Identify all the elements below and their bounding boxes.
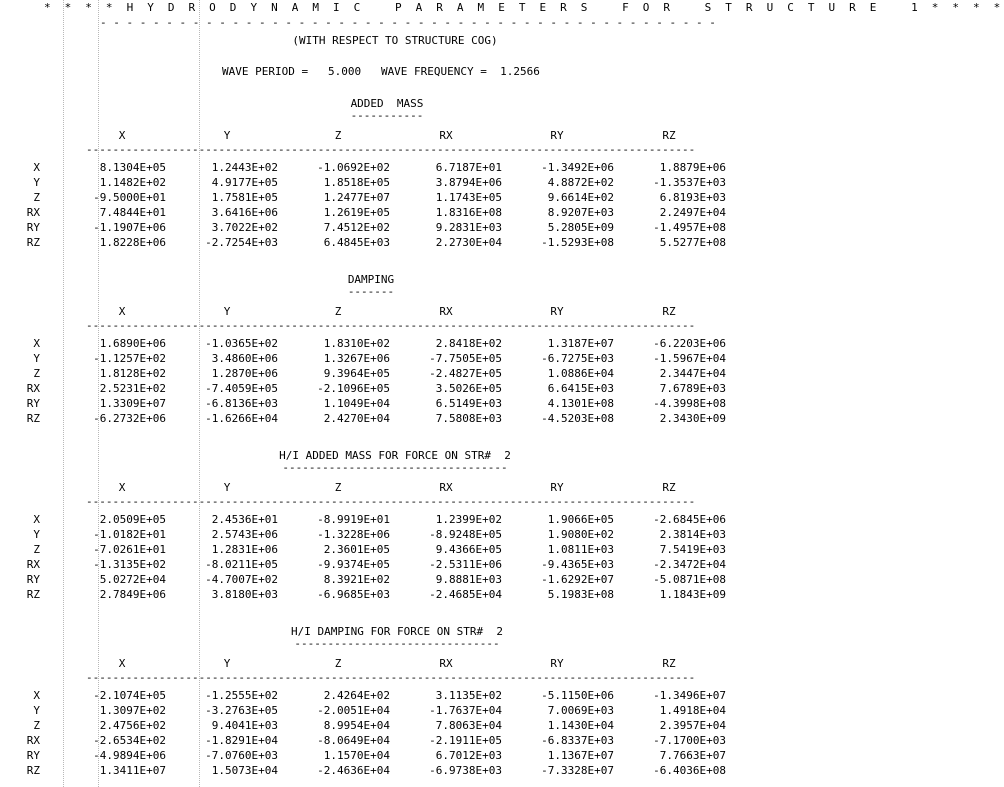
matrix-cell: 4.8872E+02 (547, 175, 614, 189)
matrix-cell: 6.4845E+03 (323, 235, 390, 249)
matrix-cell: 1.3309E+07 (99, 396, 166, 410)
matrix-cell: 5.5277E+08 (659, 235, 726, 249)
matrix-cell: -1.4957E+08 (653, 220, 726, 234)
matrix-cell: -1.3496E+07 (653, 689, 726, 702)
matrix-cell: 1.1430E+04 (547, 718, 614, 732)
matrix-cell: 2.2730E+04 (435, 235, 502, 249)
matrix-cell: 1.1570E+04 (323, 748, 390, 762)
matrix-cell: -1.0182E+01 (93, 527, 166, 541)
section-title-underline: ------------------------------- (294, 637, 500, 650)
matrix-cell: -4.5203E+08 (541, 411, 614, 425)
matrix-cell: 1.3187E+07 (547, 337, 614, 350)
matrix-cell: -1.1907E+06 (93, 220, 166, 234)
row-label: Z (33, 366, 40, 380)
matrix-cell: -1.3228E+06 (317, 527, 390, 541)
matrix-cell: 1.0886E+04 (547, 366, 614, 380)
matrix-cell: 1.2399E+02 (435, 513, 502, 526)
column-header: Z (334, 481, 342, 494)
matrix-cell: 1.0811E+03 (547, 542, 614, 556)
matrix-cell: 1.5073E+04 (211, 763, 278, 777)
matrix-cell: 1.3411E+07 (99, 763, 166, 777)
matrix-cell: 7.0069E+03 (547, 703, 614, 717)
matrix-cell: 2.4270E+04 (323, 411, 390, 425)
matrix-cell: 3.8180E+03 (211, 587, 278, 601)
row-label: X (33, 337, 40, 350)
header-rule: -------------------------------------------------------------------------------------------- (86, 495, 696, 508)
column-header: RX (439, 481, 453, 494)
column-header: RY (550, 305, 564, 318)
header-rule: -------------------------------------------------------------------------------------------- (86, 671, 696, 684)
matrix-cell: 2.8418E+02 (435, 337, 502, 350)
matrix-cell: 1.6890E+06 (99, 337, 166, 350)
matrix-cell: -2.1074E+05 (93, 689, 166, 702)
matrix-cell: 1.8128E+02 (99, 366, 166, 380)
matrix-cell: -7.0261E+01 (93, 542, 166, 556)
matrix-cell: -9.9374E+05 (317, 557, 390, 571)
matrix-cell: 8.1304E+05 (99, 161, 166, 174)
column-header: Y (223, 481, 231, 494)
matrix-cell: 7.7663E+07 (659, 748, 726, 762)
matrix-cell: 2.0509E+05 (99, 513, 166, 526)
column-header: X (118, 481, 126, 494)
matrix-cell: 7.5808E+03 (435, 411, 502, 425)
row-label: RX (26, 381, 40, 395)
row-label: RX (26, 557, 40, 571)
row-label: RX (26, 205, 40, 219)
matrix-cell: 3.7022E+02 (211, 220, 278, 234)
header-rule: -------------------------------------------------------------------------------------------- (86, 143, 696, 156)
matrix-cell: 9.6614E+02 (547, 190, 614, 204)
row-label: RY (26, 396, 40, 410)
matrix-cell: -8.9248E+05 (429, 527, 502, 541)
column-header: Z (334, 129, 342, 142)
matrix-cell: 2.3430E+09 (659, 411, 726, 425)
row-label: Y (33, 527, 40, 541)
matrix-cell: -5.1150E+06 (541, 689, 614, 702)
row-label: Y (33, 703, 40, 717)
row-label: Z (33, 190, 40, 204)
matrix-cell: 9.8881E+03 (435, 572, 502, 586)
section-title-underline: ------- (347, 285, 395, 298)
column-header: RX (439, 657, 453, 670)
matrix-cell: -6.8337E+03 (541, 733, 614, 747)
matrix-cell: -1.5967E+04 (653, 351, 726, 365)
matrix-cell: 3.4860E+06 (211, 351, 278, 365)
column-header: Z (334, 305, 342, 318)
matrix-cell: -1.1257E+02 (93, 351, 166, 365)
matrix-cell: 2.4264E+02 (323, 689, 390, 702)
column-header: RY (550, 481, 564, 494)
row-label: RZ (26, 587, 40, 601)
matrix-cell: -6.9685E+03 (317, 587, 390, 601)
column-header: RX (439, 129, 453, 142)
row-label: Y (33, 175, 40, 189)
matrix-cell: 1.1482E+02 (99, 175, 166, 189)
matrix-cell: 6.8193E+03 (659, 190, 726, 204)
section-title: H/I DAMPING FOR FORCE ON STR# 2 (291, 625, 503, 638)
matrix-cell: 1.3267E+06 (323, 351, 390, 365)
matrix-cell: 1.2443E+02 (211, 161, 278, 174)
column-header: Y (223, 129, 231, 142)
matrix-cell: -1.2555E+02 (205, 689, 278, 702)
wave-parameters: WAVE PERIOD = 5.000 WAVE FREQUENCY = 1.2566 (222, 65, 540, 78)
matrix-cell: -8.0211E+05 (205, 557, 278, 571)
matrix-cell: 1.8310E+02 (323, 337, 390, 350)
column-header: RY (550, 657, 564, 670)
matrix-cell: -8.0649E+04 (317, 733, 390, 747)
matrix-cell: 2.3814E+03 (659, 527, 726, 541)
matrix-cell: 1.7581E+05 (211, 190, 278, 204)
matrix-cell: 1.3097E+02 (99, 703, 166, 717)
matrix-cell: -6.7275E+03 (541, 351, 614, 365)
matrix-cell: 9.2831E+03 (435, 220, 502, 234)
column-header: X (118, 129, 126, 142)
matrix-cell: 6.7012E+03 (435, 748, 502, 762)
banner-dash-line: - - - - - - - - - - - - - - - - - - - - - - - - - - - - - - - - - - - - - - - - - - - - - - - (100, 16, 716, 29)
matrix-cell: 2.7849E+06 (99, 587, 166, 601)
matrix-cell: 1.8879E+06 (659, 161, 726, 174)
matrix-cell: -1.8291E+04 (205, 733, 278, 747)
matrix-cell: 7.6789E+03 (659, 381, 726, 395)
matrix-cell: -6.2732E+06 (93, 411, 166, 425)
matrix-cell: 7.8063E+04 (435, 718, 502, 732)
subtitle: (WITH RESPECT TO STRUCTURE COG) (292, 34, 498, 47)
matrix-cell: 7.5419E+03 (659, 542, 726, 556)
matrix-cell: -1.6266E+04 (205, 411, 278, 425)
matrix-cell: 8.9954E+04 (323, 718, 390, 732)
matrix-cell: 2.3957E+04 (659, 718, 726, 732)
matrix-cell: -7.7505E+05 (429, 351, 502, 365)
matrix-cell: 1.1367E+07 (547, 748, 614, 762)
matrix-cell: 9.4041E+03 (211, 718, 278, 732)
matrix-cell: -7.4059E+05 (205, 381, 278, 395)
matrix-cell: 1.8228E+06 (99, 235, 166, 249)
column-header: X (118, 305, 126, 318)
column-header: X (118, 657, 126, 670)
column-header: Y (223, 305, 231, 318)
column-header: RZ (662, 481, 676, 494)
matrix-cell: 7.4844E+01 (99, 205, 166, 219)
matrix-cell: -7.1700E+03 (653, 733, 726, 747)
matrix-cell: 7.4512E+02 (323, 220, 390, 234)
matrix-cell: -2.1096E+05 (317, 381, 390, 395)
matrix-cell: -3.2763E+05 (205, 703, 278, 717)
row-label: RZ (26, 235, 40, 249)
column-header: RZ (662, 657, 676, 670)
matrix-cell: 1.9080E+02 (547, 527, 614, 541)
matrix-cell: -1.3492E+06 (541, 161, 614, 174)
matrix-cell: 6.7187E+01 (435, 161, 502, 174)
matrix-cell: -4.3998E+08 (653, 396, 726, 410)
column-header: RZ (662, 129, 676, 142)
matrix-cell: 1.2831E+06 (211, 542, 278, 556)
matrix-cell: 8.3921E+02 (323, 572, 390, 586)
guide-line (63, 0, 64, 787)
section-title-underline: ---------------------------------- (282, 461, 508, 474)
matrix-cell: -6.9738E+03 (429, 763, 502, 777)
report-banner: * * * * H Y D R O D Y N A M I C P A R A M E T E R S F O R S T R U C T U R E 1 * * * * (44, 1, 1004, 14)
matrix-cell: -2.5311E+06 (429, 557, 502, 571)
matrix-cell: 2.5743E+06 (211, 527, 278, 541)
row-label: X (33, 513, 40, 526)
matrix-cell: -6.2203E+06 (653, 337, 726, 350)
section-title: ADDED MASS (350, 97, 424, 110)
matrix-cell: -1.0692E+02 (317, 161, 390, 174)
column-header: RX (439, 305, 453, 318)
matrix-cell: -2.3472E+04 (653, 557, 726, 571)
matrix-cell: -1.0365E+02 (205, 337, 278, 350)
matrix-cell: -4.9894E+06 (93, 748, 166, 762)
section-title: DAMPING (347, 273, 395, 286)
matrix-cell: -1.6292E+07 (541, 572, 614, 586)
section-title-underline: ----------- (350, 109, 424, 122)
matrix-cell: -1.7637E+04 (429, 703, 502, 717)
matrix-cell: -1.3135E+02 (93, 557, 166, 571)
row-label: RY (26, 748, 40, 762)
matrix-cell: -2.4636E+04 (317, 763, 390, 777)
matrix-cell: -2.0051E+04 (317, 703, 390, 717)
matrix-cell: -2.1911E+05 (429, 733, 502, 747)
matrix-cell: -2.6845E+06 (653, 513, 726, 526)
matrix-cell: -1.3537E+03 (653, 175, 726, 189)
matrix-cell: 5.1983E+08 (547, 587, 614, 601)
row-label: X (33, 689, 40, 702)
row-label: X (33, 161, 40, 174)
matrix-cell: 2.2497E+04 (659, 205, 726, 219)
header-rule: -------------------------------------------------------------------------------------------- (86, 319, 696, 332)
matrix-cell: -8.9919E+01 (317, 513, 390, 526)
column-header: RZ (662, 305, 676, 318)
row-label: Z (33, 718, 40, 732)
matrix-cell: 1.1843E+09 (659, 587, 726, 601)
matrix-cell: 6.6415E+03 (547, 381, 614, 395)
matrix-cell: 9.4366E+05 (435, 542, 502, 556)
matrix-cell: 8.9207E+03 (547, 205, 614, 219)
matrix-cell: -7.0760E+03 (205, 748, 278, 762)
matrix-cell: 3.5026E+05 (435, 381, 502, 395)
column-header: RY (550, 129, 564, 142)
matrix-cell: 2.3601E+05 (323, 542, 390, 556)
column-header: Z (334, 657, 342, 670)
matrix-cell: 4.1301E+08 (547, 396, 614, 410)
matrix-cell: 3.1135E+02 (435, 689, 502, 702)
matrix-cell: -7.3328E+07 (541, 763, 614, 777)
matrix-cell: -2.7254E+03 (205, 235, 278, 249)
matrix-cell: 4.9177E+05 (211, 175, 278, 189)
matrix-cell: 5.2805E+09 (547, 220, 614, 234)
matrix-cell: 2.5231E+02 (99, 381, 166, 395)
matrix-cell: -9.4365E+03 (541, 557, 614, 571)
matrix-cell: -4.7007E+02 (205, 572, 278, 586)
row-label: RX (26, 733, 40, 747)
row-label: RY (26, 572, 40, 586)
matrix-cell: 3.6416E+06 (211, 205, 278, 219)
matrix-cell: -2.6534E+02 (93, 733, 166, 747)
row-label: RZ (26, 411, 40, 425)
matrix-cell: -1.5293E+08 (541, 235, 614, 249)
matrix-cell: 1.8316E+08 (435, 205, 502, 219)
matrix-cell: 1.1743E+05 (435, 190, 502, 204)
matrix-cell: -2.4685E+04 (429, 587, 502, 601)
matrix-cell: -2.4827E+05 (429, 366, 502, 380)
matrix-cell: 3.8794E+06 (435, 175, 502, 189)
column-header: Y (223, 657, 231, 670)
matrix-cell: 9.3964E+05 (323, 366, 390, 380)
row-label: Z (33, 542, 40, 556)
matrix-cell: 1.9066E+05 (547, 513, 614, 526)
section-title: H/I ADDED MASS FOR FORCE ON STR# 2 (279, 449, 511, 462)
matrix-cell: 1.2870E+06 (211, 366, 278, 380)
matrix-cell: -6.4036E+08 (653, 763, 726, 777)
matrix-cell: 1.2619E+05 (323, 205, 390, 219)
row-label: Y (33, 351, 40, 365)
row-label: RZ (26, 763, 40, 777)
matrix-cell: -9.5000E+01 (93, 190, 166, 204)
matrix-cell: -5.0871E+08 (653, 572, 726, 586)
row-label: RY (26, 220, 40, 234)
matrix-cell: 1.1049E+04 (323, 396, 390, 410)
matrix-cell: 1.8518E+05 (323, 175, 390, 189)
matrix-cell: -6.8136E+03 (205, 396, 278, 410)
matrix-cell: 1.4918E+04 (659, 703, 726, 717)
matrix-cell: 2.3447E+04 (659, 366, 726, 380)
matrix-cell: 1.2477E+07 (323, 190, 390, 204)
matrix-cell: 2.4756E+02 (99, 718, 166, 732)
matrix-cell: 6.5149E+03 (435, 396, 502, 410)
matrix-cell: 2.4536E+01 (211, 513, 278, 526)
matrix-cell: 5.0272E+04 (99, 572, 166, 586)
